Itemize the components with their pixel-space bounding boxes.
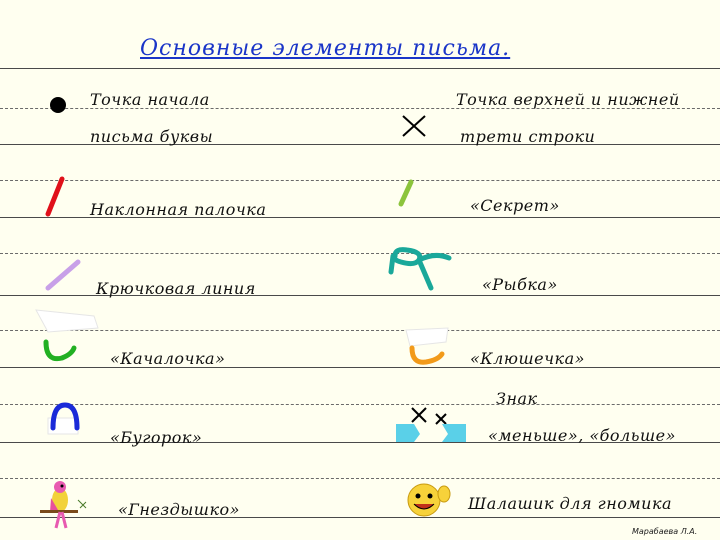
item-secret: «Секрет» <box>470 196 560 215</box>
item-hockey-stick: «Клюшечка» <box>470 349 585 368</box>
ruled-line <box>0 180 720 181</box>
item-sign-title: Знак <box>496 389 538 408</box>
ruled-line <box>0 478 720 479</box>
ruled-line <box>0 68 720 69</box>
page-title: Основные элементы письма. <box>140 36 511 61</box>
ruled-line <box>0 367 720 368</box>
item-gnome-hut: Шалашик для гномика <box>468 494 673 513</box>
ruled-line <box>0 404 720 405</box>
red-slant-stick-icon <box>40 176 70 218</box>
hockey-stick-icon <box>400 322 460 370</box>
item-fish: «Рыбка» <box>482 275 558 294</box>
ruled-line <box>0 330 720 331</box>
waving-smiley-icon <box>402 478 454 520</box>
fish-loop-icon <box>385 244 457 298</box>
item-thirds-point-line1: Точка верхней и нижней <box>456 90 680 109</box>
item-swing: «Качалочка» <box>110 349 226 368</box>
item-nest: «Гнездышко» <box>118 500 240 519</box>
swing-icon <box>32 306 104 366</box>
item-thirds-point-line2: трети строки <box>460 127 596 146</box>
item-hump: «Бугорок» <box>110 428 203 447</box>
ruled-line <box>0 253 720 254</box>
green-short-stick-icon <box>393 178 419 208</box>
item-start-point-line2: письма буквы <box>90 127 214 146</box>
item-hook-line: Крючковая линия <box>96 279 256 298</box>
cross-mark-icon <box>398 112 432 140</box>
bird-in-nest-icon <box>36 478 90 540</box>
hump-icon <box>44 398 84 438</box>
item-sign-names: «меньше», «больше» <box>488 426 676 445</box>
less-greater-sign-icon <box>392 402 470 444</box>
black-dot-icon <box>45 92 71 118</box>
ruled-line <box>0 517 720 518</box>
item-start-point-line1: Точка начала <box>90 90 210 109</box>
author-signature: Марабаева Л.А. <box>632 527 698 536</box>
item-slant-stick: Наклонная палочка <box>90 200 267 219</box>
hook-line-icon <box>40 258 82 294</box>
